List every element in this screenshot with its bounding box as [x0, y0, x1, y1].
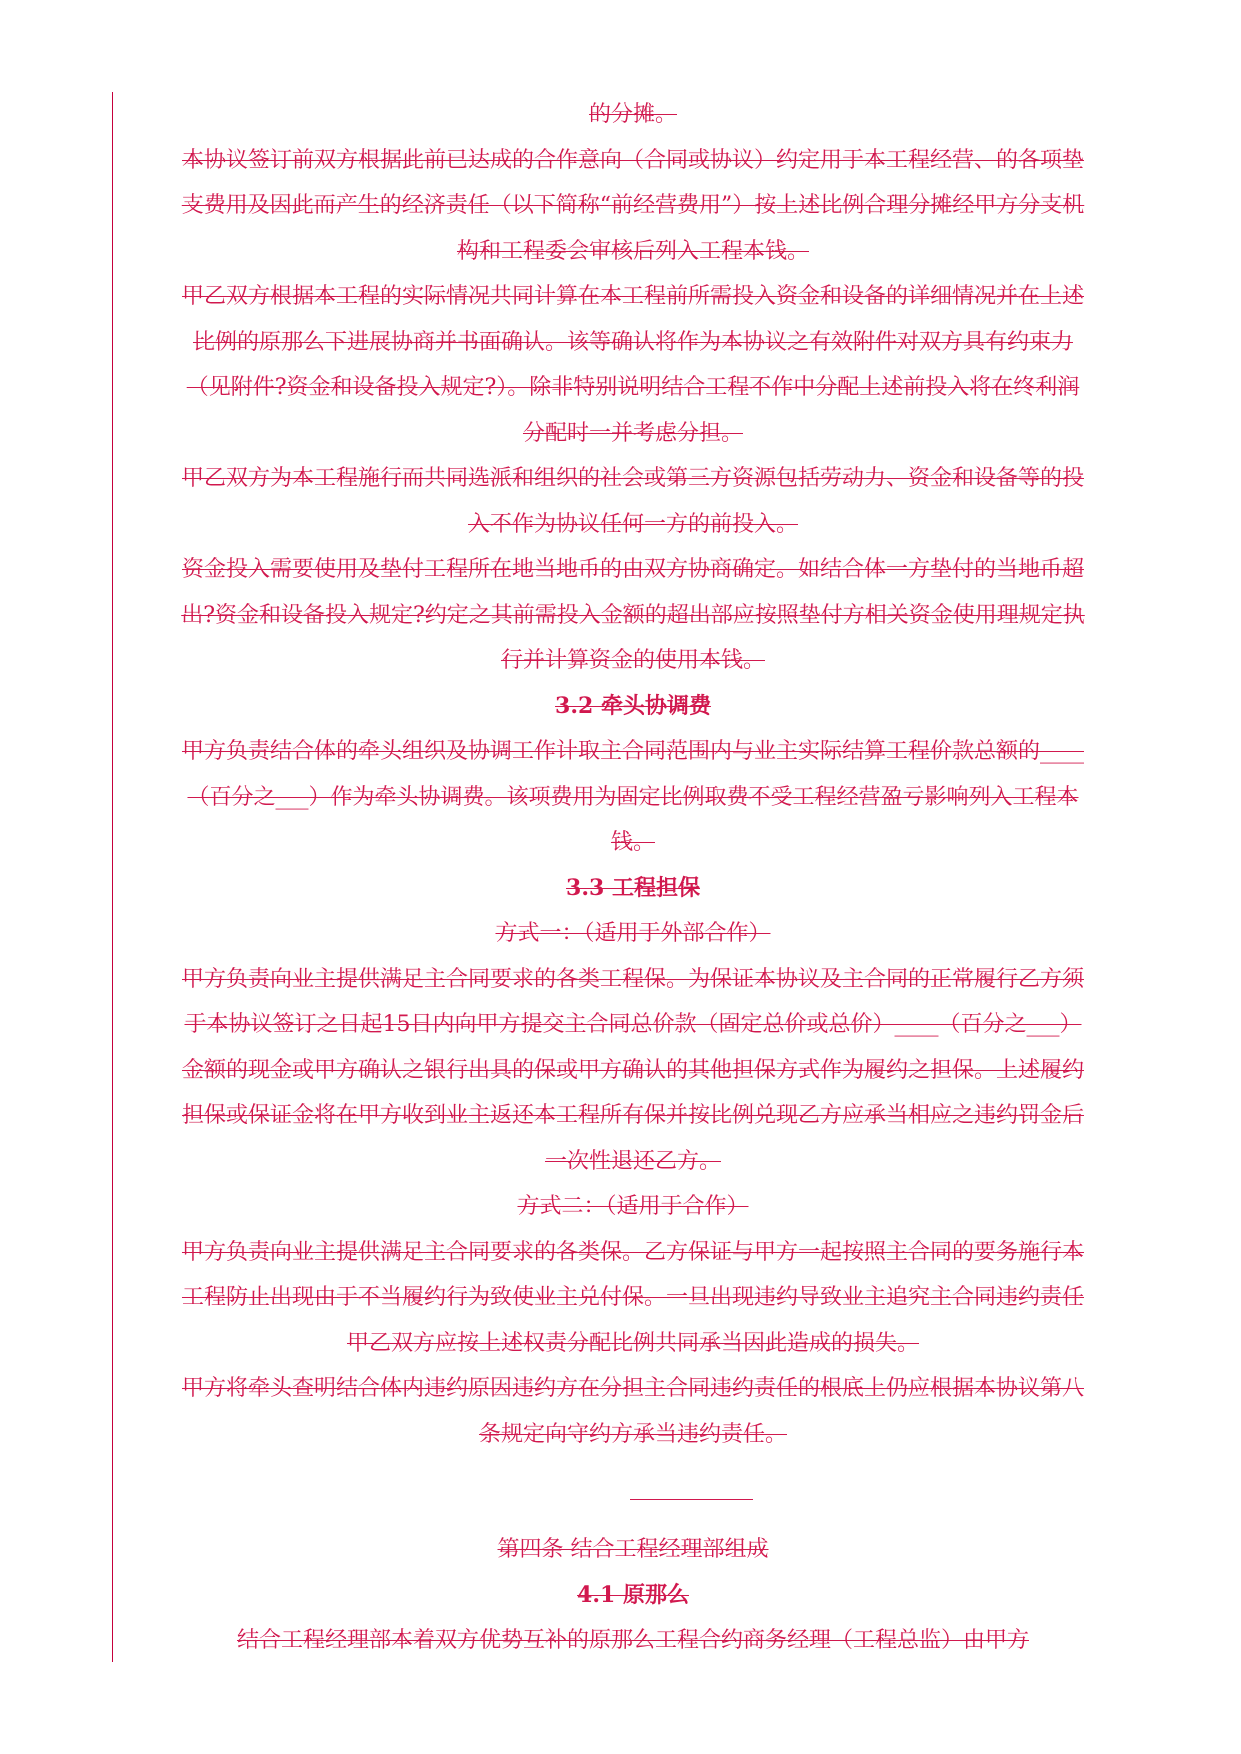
paragraph-pre-investment: 甲乙双方根据本工程的实际情况共同计算在本工程前所需投入资金和设备的详细情况并在上述比例的原那么下进展协商并书面确认。该等确认将作为本协议之有效附件对双方具有约束力（见附件?资金和设备投入规定?）。除非特别说明结合工程不作中分配上述前投入将在终利润分配时一并考虑分担。: [181, 284, 1084, 446]
paragraph-pre-operating-costs: 本协议签订前双方根据此前已达成的合作意向（合同或协议）约定用于本工程经营、的各项垫支费用及因此而产生的经济责任（以下简称“前经营费用”）按上述比例合理分摊经甲方分支机构和工程委会审核后列入工程本钱。: [181, 147, 1085, 264]
paragraph-guarantee-method-one: 甲方负责向业主提供满足主合同要求的各类工程保。为保证本协议及主合同的正常履行乙方须于本协议签订之日起15日内向甲方提交主合同总价款（固定总价或总价）____（百分之___）金额的现金或甲方确认之银行出具的保或甲方确认的其他担保方式作为履约之担保。上述履约担保或保证金将在甲方收到业主返还本工程所有保并按比例兑现乙方应承当相应之违约罚金后一次性退还乙方。: [181, 966, 1084, 1174]
heading-3-3: 3.3 工程担保: [566, 874, 700, 901]
divider-line: [630, 1499, 753, 1500]
paragraph-coordination-fee: 甲方负责结合体的牵头组织及协调工作计取主合同范围内与业主实际结算工程价款总额的____（百分之___）作为牵头协调费。该项费用为固定比例取费不受工程经营盈亏影响列入工程本钱。: [181, 739, 1084, 855]
heading-3-2: 3.2 牵头协调费: [555, 692, 711, 719]
paragraph-cost-sharing-end: 的分摊。: [588, 102, 677, 127]
paragraph-guarantee-method-two: 甲方负责向业主提供满足主合同要求的各类保。乙方保证与甲方一起按照主合同的要务施行本工程防止出现由于不当履约行为致使业主兑付保。一旦出现违约导致业主追究主合同违约责任甲乙双方应按上述权责分配比例共同承当因此造成的损失。: [181, 1239, 1084, 1356]
paragraph-breach-liability: 甲方将牵头查明结合体内违约原因违约方在分担主合同违约责任的根底上仍应根据本协议第八条规定向守约方承当违约责任。: [181, 1376, 1084, 1447]
paragraph-project-department: 结合工程经理部本着双方优势互补的原那么工程合约商务经理（工程总监）由甲方: [236, 1628, 1029, 1653]
heading-article-4: 第四条 结合工程经理部组成: [497, 1537, 769, 1562]
heading-4-1: 4.1 原那么: [577, 1581, 689, 1608]
section-divider: [180, 1457, 1086, 1527]
paragraph-local-currency: 资金投入需要使用及垫付工程所在地当地币的由双方协商确定。如结合体一方垫付的当地币超出?资金和设备投入规定?约定之其前需投入金额的超出部应按照垫付方相关资金使用理规定执行并计算资金的使用本钱。: [181, 557, 1085, 673]
subheading-method-one: 方式一：（适用于外部合作）: [495, 921, 771, 946]
margin-line: [112, 92, 113, 1662]
document-body: [180, 92, 1086, 1664]
paragraph-third-party-resources: 甲乙双方为本工程施行而共同选派和组织的社会或第三方资源包括劳动力、资金和设备等的投入不作为协议任何一方的前投入。: [181, 466, 1084, 537]
subheading-method-two: 方式二：（适用于合作）: [517, 1194, 749, 1219]
